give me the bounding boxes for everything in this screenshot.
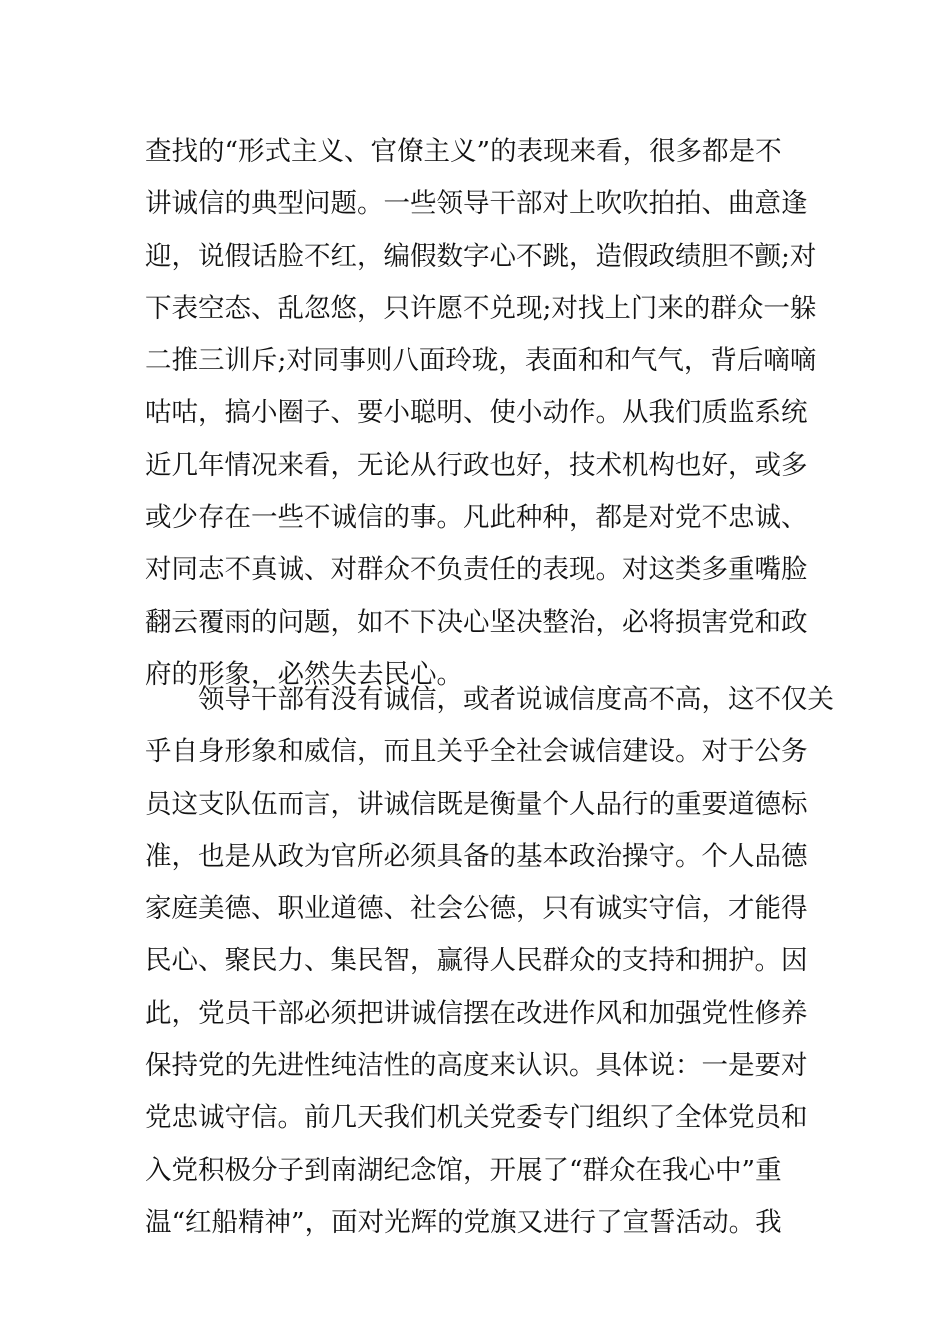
text-line: 对同志不真诚、对群众不负责任的表现。对这类多重嘴脸 [145, 554, 808, 586]
text-line: 迎，说假话脸不红，编假数字心不跳，造假政绩胆不颤;对 [145, 240, 817, 272]
text-line: 翻云覆雨的问题，如不下决心坚决整治，必将损害党和政 [145, 606, 808, 638]
text-line: 乎自身形象和威信，而且关乎全社会诚信建设。对于公务 [145, 736, 808, 768]
text-line: 二推三训斥;对同事则八面玲珑，表面和和气气，背后嘀嘀 [145, 345, 817, 377]
text-line: 或少存在一些不诚信的事。凡此种种，都是对党不忠诚、 [145, 502, 808, 534]
text-line: 府的形象，必然失去民心。 [145, 658, 463, 690]
text-line: 员这支队伍而言，讲诚信既是衡量个人品行的重要道德标 [145, 788, 808, 820]
text-line: 入党积极分子到南湖纪念馆，开展了“群众在我心中”重 [145, 1154, 782, 1186]
text-line: 此，党员干部必须把讲诚信摆在改进作风和加强党性修养 [145, 997, 808, 1029]
paragraph-2 [145, 674, 834, 1249]
text-line: 家庭美德、职业道德、社会公德，只有诚实守信，才能得 [145, 893, 808, 925]
text-line: 下表空态、乱忽悠，只许愿不兑现;对找上门来的群众一躲 [145, 292, 817, 324]
text-line: 领导干部有没有诚信，或者说诚信度高不高，这不仅关 [145, 684, 834, 715]
text-line: 近几年情况来看，无论从行政也好，技术机构也好，或多 [145, 449, 808, 481]
text-line: 咕咕，搞小圈子、要小聪明、使小动作。从我们质监系统 [145, 397, 808, 429]
text-line: 温“红船精神”，面对光辉的党旗又进行了宣誓活动。我 [145, 1206, 782, 1238]
text-line: 讲诚信的典型问题。一些领导干部对上吹吹拍拍、曲意逢 [145, 188, 808, 220]
text-line: 准，也是从政为官所必须具备的基本政治操守。个人品德 [145, 840, 808, 872]
text-line: 查找的“形式主义、官僚主义”的表现来看，很多都是不 [145, 136, 782, 167]
text-line: 党忠诚守信。前几天我们机关党委专门组织了全体党员和 [145, 1102, 808, 1134]
paragraph-1 [145, 126, 815, 701]
text-line: 民心、聚民力、集民智，赢得人民群众的支持和拥护。因 [145, 945, 808, 977]
text-line: 保持党的先进性纯洁性的高度来认识。具体说：一是要对 [145, 1050, 808, 1082]
